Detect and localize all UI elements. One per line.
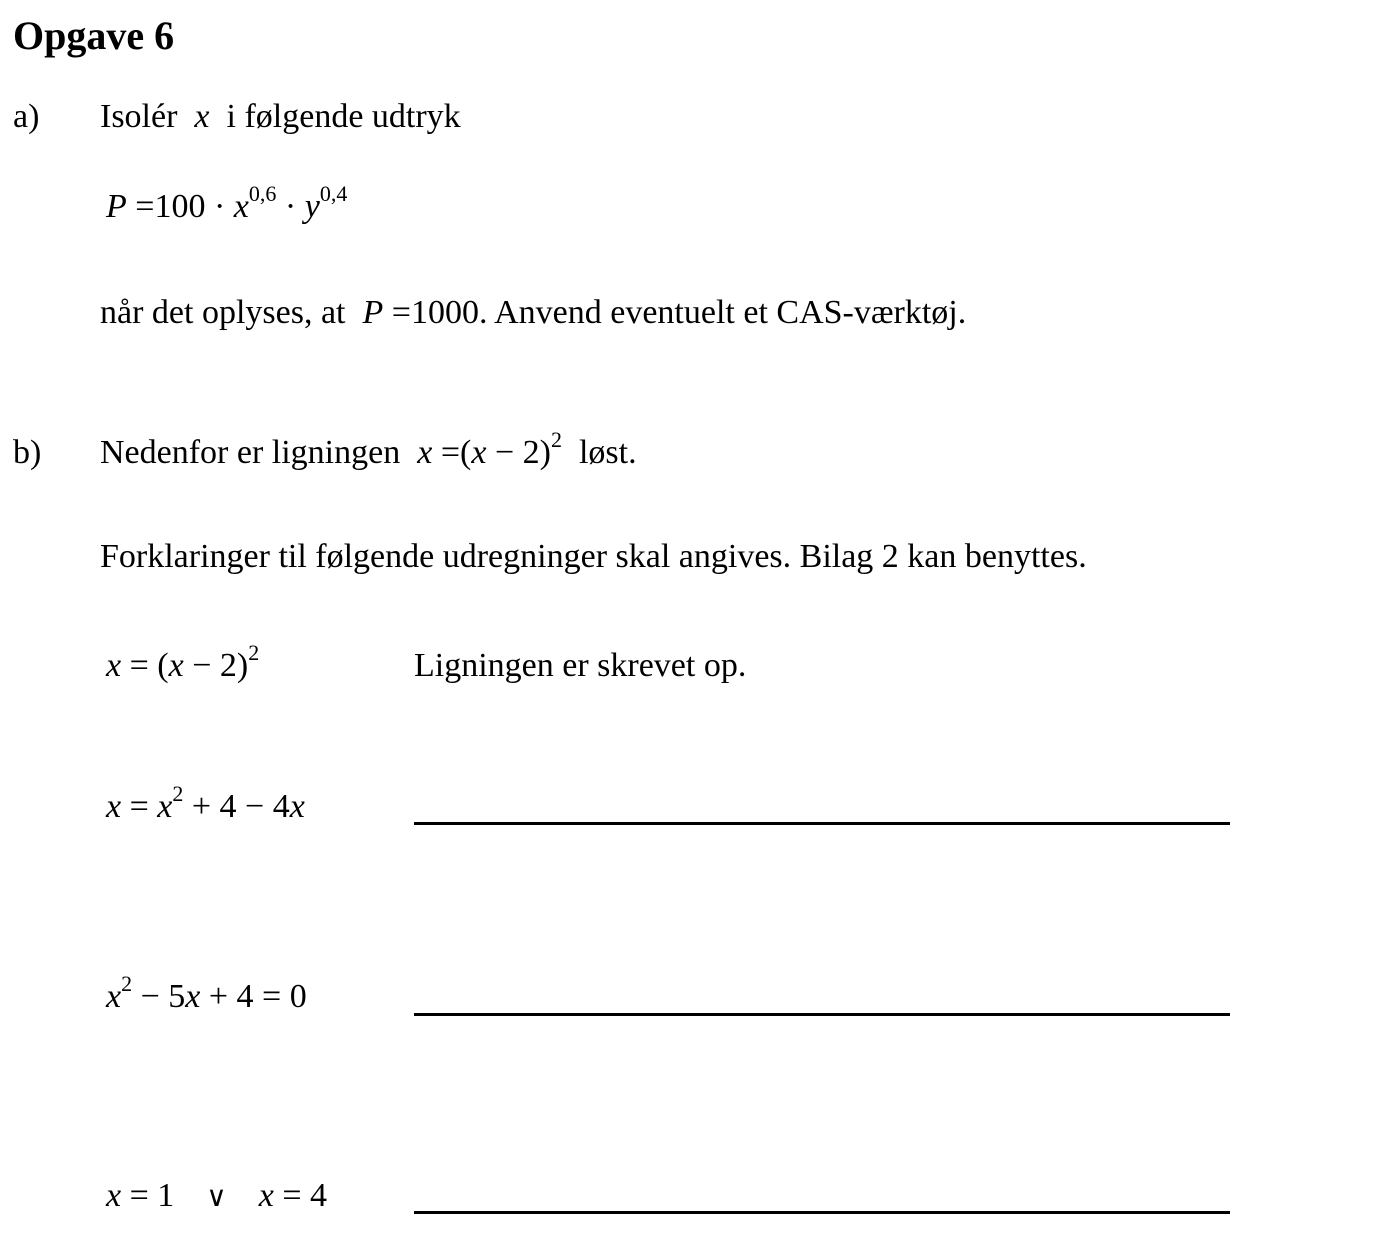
step-3-answer-line[interactable]	[414, 1013, 1230, 1016]
intro-exp: 2	[550, 426, 562, 452]
formula-exp-y: 0,4	[319, 180, 348, 206]
condition-var: P	[362, 294, 384, 331]
step-4-val2: = 4	[273, 1177, 328, 1214]
step-3-var: x	[106, 978, 122, 1015]
intro-minus: −	[494, 434, 515, 471]
step-3-var2: x	[185, 978, 201, 1015]
step-1-eq-open: = (	[121, 647, 169, 684]
formula-var-x: x	[233, 188, 249, 225]
part-b-label: b)	[13, 434, 42, 471]
step-3-mid: − 5	[132, 978, 186, 1015]
instruction-text-after: i følgende udtryk	[226, 98, 461, 135]
condition-text-before: når det oplyses, at	[100, 294, 346, 331]
formula-p	[106, 180, 348, 226]
intro-num: 2)	[522, 434, 551, 471]
step-4-equation	[106, 1177, 327, 1215]
formula-dot-1: ·	[213, 188, 226, 225]
instruction-text-before: Isolér	[100, 98, 178, 135]
formula-coef: 100	[154, 188, 206, 225]
formula-exp-x: 0,6	[248, 180, 277, 206]
step-2-var: x	[106, 788, 122, 825]
step-2-rest: + 4 − 4	[183, 788, 290, 825]
step-1-explanation: Ligningen er skrevet op.	[414, 647, 747, 684]
step-4-var2: x	[258, 1177, 274, 1214]
intro-var2: x	[471, 434, 487, 471]
instruction-var: x	[194, 98, 210, 135]
page-title: Opgave 6	[13, 13, 175, 58]
intro-text-before: Nedenfor er ligningen	[100, 434, 401, 471]
step-2-exp: 2	[172, 780, 184, 806]
step-3-exp: 2	[121, 970, 133, 996]
formula-dot-2: ·	[284, 188, 297, 225]
intro-eq: =	[440, 434, 461, 471]
intro-var: x	[417, 434, 433, 471]
part-a-instruction	[100, 98, 461, 136]
step-1-rest: − 2)	[183, 647, 249, 684]
step-4-or: ∨	[206, 1182, 227, 1213]
condition-text-after: . Anvend eventuelt et CAS-værktøj.	[478, 294, 967, 331]
step-2-eq: =	[121, 788, 158, 825]
part-a-condition	[100, 294, 966, 332]
step-2-equation	[106, 780, 305, 826]
step-1-equation	[106, 639, 260, 685]
step-3-rest: + 4 = 0	[200, 978, 307, 1015]
step-4-var: x	[106, 1177, 122, 1214]
step-4-val1: = 1	[121, 1177, 175, 1214]
step-2-var2: x	[157, 788, 173, 825]
condition-value: 1000	[410, 294, 479, 331]
step-2-var3: x	[289, 788, 305, 825]
formula-var-y: y	[304, 188, 320, 225]
step-4-answer-line[interactable]	[414, 1211, 1230, 1214]
step-2-answer-line[interactable]	[414, 822, 1230, 825]
intro-open: (	[460, 434, 472, 471]
step-3-equation	[106, 970, 307, 1016]
part-b-intro	[100, 426, 637, 472]
step-1-exp: 2	[248, 639, 260, 665]
formula-eq: =	[135, 188, 155, 225]
step-1-var: x	[106, 647, 122, 684]
part-a-label: a)	[13, 98, 40, 135]
step-1-var2: x	[168, 647, 184, 684]
part-b-instructions: Forklaringer til følgende udregninger skal angives. Bilag 2 kan benyttes.	[100, 538, 1087, 575]
condition-eq: =	[391, 294, 411, 331]
intro-text-after: løst.	[578, 434, 637, 471]
formula-lhs: P	[106, 188, 127, 225]
